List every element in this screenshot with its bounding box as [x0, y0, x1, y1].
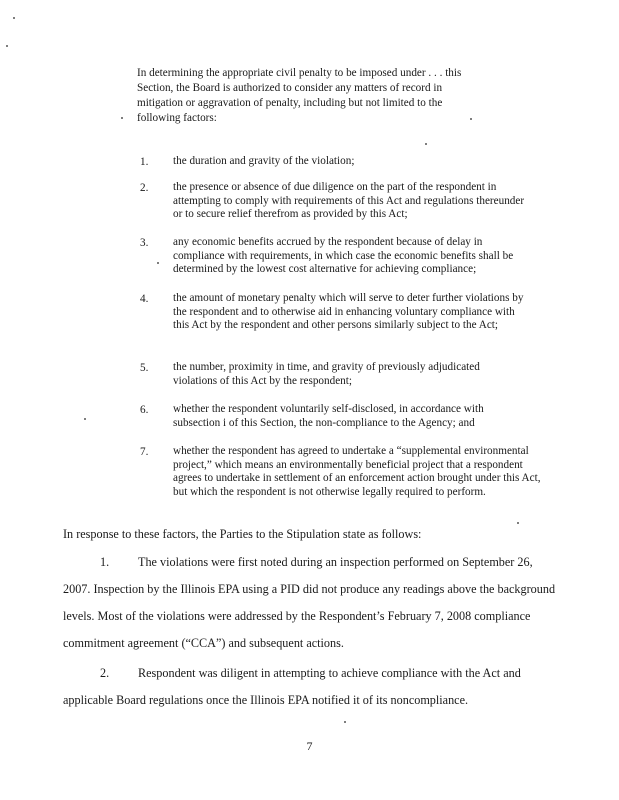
response-paragraph — [63, 549, 563, 657]
factor-text: whether the respondent has agreed to undertake a “supplemental environmental project,” which means an environmentally beneficial project that a respondent agrees to undertake in settlement of an enforcement action brought under this Act, but which the respondent is not otherwise legally required to perform. — [173, 445, 541, 498]
scan-speck — [517, 522, 519, 524]
factor-number: 7. — [140, 446, 149, 458]
factor-number: 2. — [140, 182, 149, 194]
statute-intro-text: In determining the appropriate civil penalty to be imposed under . . . this Section, the Board is authorized to consider any matters of record in mitigation or aggravation of penalty, including but not limited to the following factors: — [137, 67, 462, 124]
scan-speck — [157, 262, 159, 264]
factor-number: 3. — [140, 237, 149, 249]
scan-speck — [6, 45, 8, 47]
factor-number: 1. — [140, 156, 149, 168]
factor-text: the amount of monetary penalty which will serve to deter further violations by the respondent and to otherwise aid in enhancing voluntary compliance with this Act by the respondent and other persons similarly subject to the Act; — [173, 292, 524, 331]
response-paragraph-number: 1. — [100, 555, 110, 569]
scan-speck — [84, 418, 86, 420]
scan-speck — [425, 143, 427, 145]
factor-text: whether the respondent voluntarily self-disclosed, in accordance with subsection i of this Section, the non-compliance to the Agency; and — [173, 403, 484, 429]
factor-number: 6. — [140, 404, 149, 416]
scan-speck — [121, 117, 123, 119]
response-paragraph-text: Respondent was diligent in attempting to achieve compliance with the Act and applicable Board regulations once the Illinois EPA notified it of its noncompliance. — [63, 666, 521, 707]
response-intro-text: In response to these factors, the Parties to the Stipulation state as follows: — [63, 527, 422, 541]
scan-speck — [13, 17, 15, 19]
response-paragraph — [63, 660, 563, 714]
factor-text: the duration and gravity of the violation; — [173, 155, 355, 167]
response-paragraph-number: 2. — [100, 666, 110, 680]
factor-number: 4. — [140, 293, 149, 305]
factor-text: any economic benefits accrued by the respondent because of delay in compliance with requirements, in which case the economic benefits shall be determined by the lowest cost alternative for achieving compliance; — [173, 236, 514, 275]
factor-number: 5. — [140, 362, 149, 374]
scan-speck — [344, 721, 346, 723]
factor-text: the number, proximity in time, and gravity of previously adjudicated violations of this Act by the respondent; — [173, 361, 480, 387]
page-number: 7 — [306, 739, 313, 753]
factor-text: the presence or absence of due diligence on the part of the respondent in attempting to comply with requirements of this Act and regulations thereunder or to secure relief therefrom as provided by this Act; — [173, 181, 525, 220]
response-paragraph-text: The violations were first noted during an inspection performed on September 26, 2007. Inspection by the Illinois EPA using a PID did not produce any readings above the background levels. Most of the violations were addressed by the Respondent’s February 7, 2008 compliance commitment agreement (“CCA”) and subsequent actions. — [63, 555, 556, 650]
